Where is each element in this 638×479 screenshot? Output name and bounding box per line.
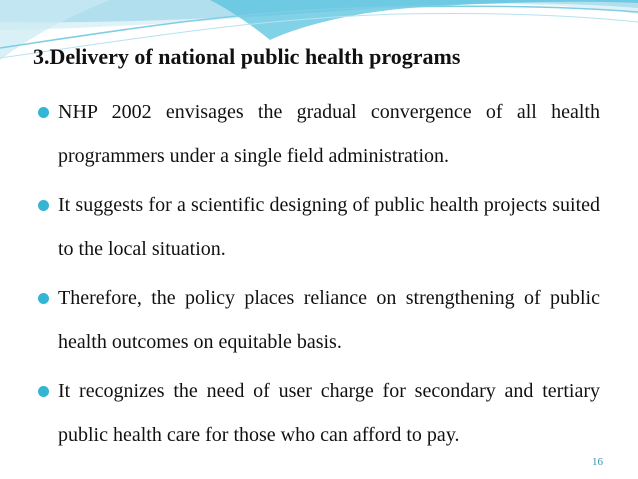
bullet-dot-icon (38, 293, 49, 304)
bullet-text: It recognizes the need of user charge for secondary and tertiary public health care for those who can afford to pay. (58, 380, 600, 446)
page-number: 16 (592, 456, 603, 468)
bullet-dot-icon (38, 107, 49, 118)
bullet-text: It suggests for a scientific designing of public health projects suited to the local situation. (58, 194, 600, 260)
bullet-list (38, 90, 600, 462)
bullet-dot-icon (38, 386, 49, 397)
bullet-item (38, 369, 600, 457)
bullet-text: NHP 2002 envisages the gradual convergence of all health programmers under a single field administration. (58, 101, 600, 167)
slide-title: 3.Delivery of national public health programs (33, 44, 461, 69)
bullet-item (38, 276, 600, 364)
bullet-item (38, 183, 600, 271)
bullet-item (38, 90, 600, 178)
bullet-text: Therefore, the policy places reliance on strengthening of public health outcomes on equitable basis. (58, 287, 600, 353)
bullet-dot-icon (38, 200, 49, 211)
